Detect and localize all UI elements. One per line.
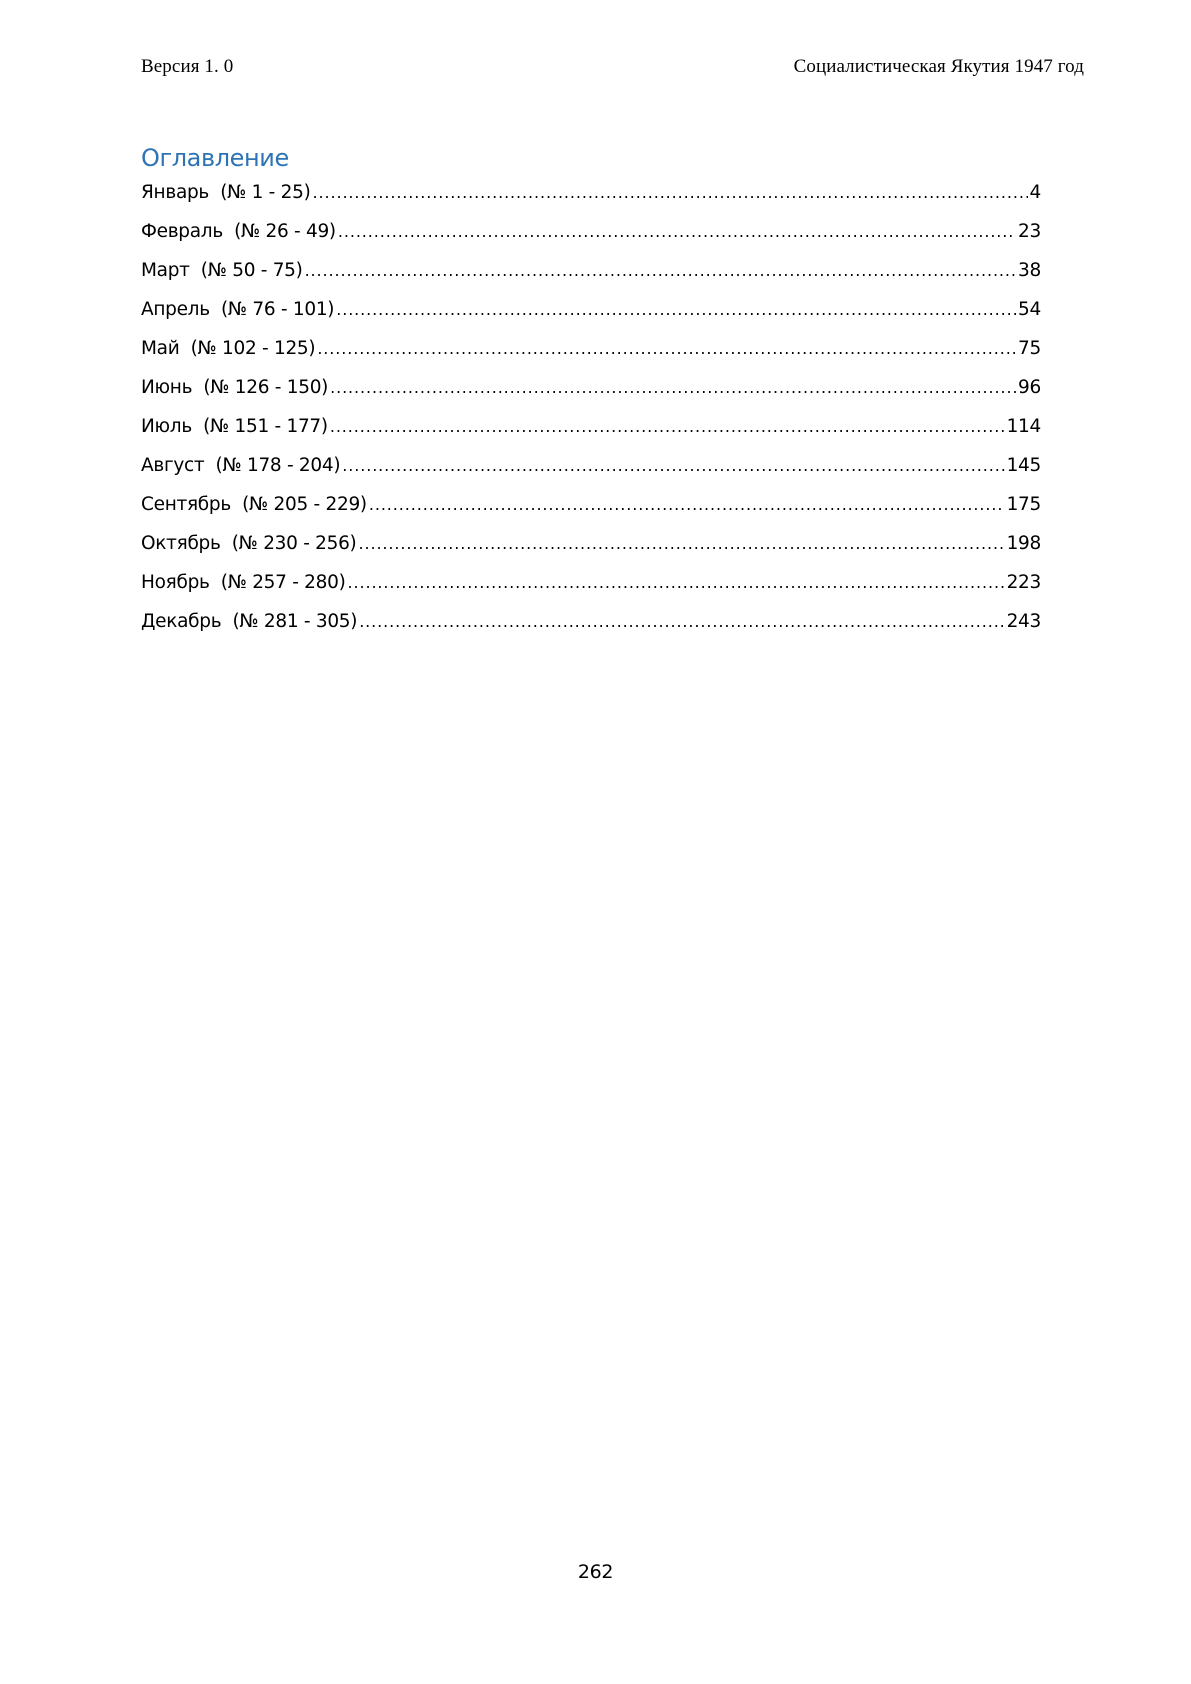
toc-entry-february[interactable] (141, 221, 1041, 260)
toc-entry-label: Январь (№ 1 - 25) (141, 182, 311, 203)
toc-entry-august[interactable] (141, 455, 1041, 494)
toc-entry-page: 175 (1006, 494, 1041, 515)
toc-dot-leader (330, 417, 1005, 436)
toc-entry-page: 54 (1018, 299, 1041, 320)
toc-dot-leader (342, 456, 1004, 475)
toc-entry-may[interactable] (141, 338, 1041, 377)
toc-entry-label: Декабрь (№ 281 - 305) (141, 611, 358, 632)
toc-dot-leader (369, 495, 1005, 514)
toc-entry-july[interactable] (141, 416, 1041, 455)
toc-entry-january[interactable] (141, 182, 1041, 221)
toc-entry-label: Июнь (№ 126 - 150) (141, 377, 329, 398)
toc-entry-label: Апрель (№ 76 - 101) (141, 299, 335, 320)
toc-entry-page: 223 (1006, 572, 1041, 593)
toc-entry-label: Февраль (№ 26 - 49) (141, 221, 336, 242)
toc-dot-leader (348, 573, 1005, 592)
toc-entry-page: 23 (1018, 221, 1041, 242)
toc-dot-leader (330, 378, 1016, 397)
header-document-title: Социалистическая Якутия 1947 год (793, 56, 1084, 77)
toc-entry-label: Сентябрь (№ 205 - 229) (141, 494, 367, 515)
toc-entry-label: Август (№ 178 - 204) (141, 455, 341, 476)
toc-entry-june[interactable] (141, 377, 1041, 416)
toc-entry-page: 4 (1029, 182, 1041, 203)
toc-entry-april[interactable] (141, 299, 1041, 338)
toc-entry-page: 243 (1006, 611, 1041, 632)
toc-entry-page: 38 (1018, 260, 1041, 281)
toc-entry-label: Март (№ 50 - 75) (141, 260, 303, 281)
toc-entry-october[interactable] (141, 533, 1041, 572)
toc-entry-december[interactable] (141, 611, 1041, 650)
toc-entry-page: 75 (1018, 338, 1041, 359)
toc-entry-page: 114 (1006, 416, 1041, 437)
toc-entry-label: Июль (№ 151 - 177) (141, 416, 328, 437)
toc-entry-label: Ноябрь (№ 257 - 280) (141, 572, 346, 593)
table-of-contents (141, 182, 1041, 650)
toc-dot-leader (336, 300, 1016, 319)
toc-entry-label: Октябрь (№ 230 - 256) (141, 533, 357, 554)
header-version: Версия 1. 0 (141, 56, 234, 77)
toc-entry-label: Май (№ 102 - 125) (141, 338, 316, 359)
toc-heading: Оглавление (141, 144, 289, 172)
page-number: 262 (577, 1561, 614, 1583)
toc-dot-leader (338, 222, 1016, 241)
toc-dot-leader (359, 612, 1004, 631)
toc-entry-page: 96 (1018, 377, 1041, 398)
toc-entry-september[interactable] (141, 494, 1041, 533)
toc-entry-page: 145 (1006, 455, 1041, 476)
toc-dot-leader (317, 339, 1016, 358)
toc-dot-leader (358, 534, 1004, 553)
toc-dot-leader (313, 183, 1028, 202)
toc-entry-november[interactable] (141, 572, 1041, 611)
toc-dot-leader (305, 261, 1016, 280)
toc-entry-page: 198 (1006, 533, 1041, 554)
toc-entry-march[interactable] (141, 260, 1041, 299)
